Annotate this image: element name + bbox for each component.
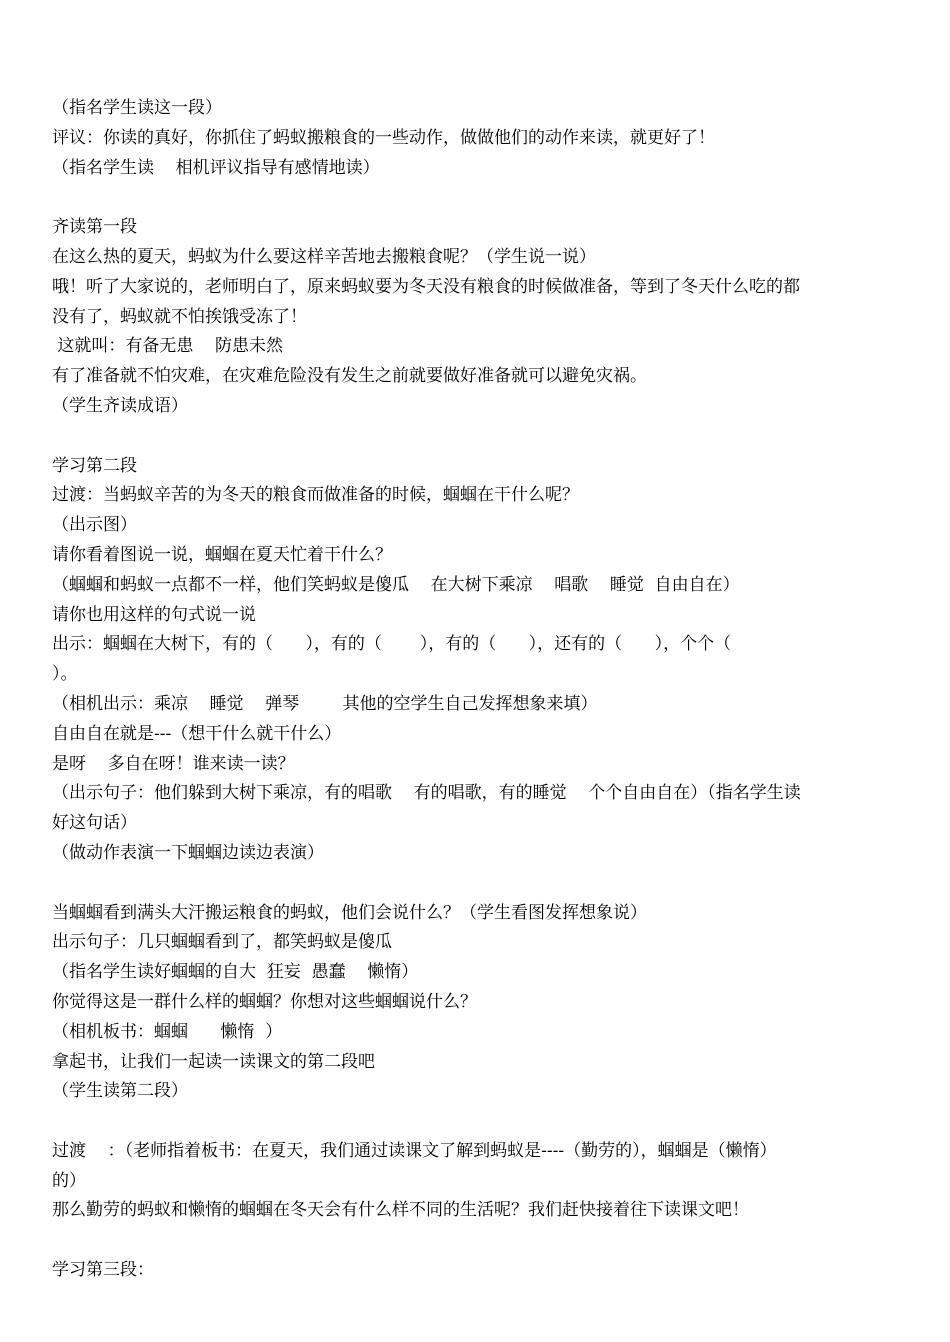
text-line: （指名学生读 相机评议指导有感情地读） <box>52 157 380 178</box>
text-line: （学生读第二段） <box>52 1081 188 1102</box>
section-heading: 学习第三段： <box>52 1260 154 1281</box>
text-line: （指名学生读好蝈蝈的自大 狂妄 愚蠢 懒惰） <box>52 962 419 983</box>
text-line: （相机出示：乘凉 睡觉 弹琴 其他的空学生自己发挥想象来填） <box>52 693 598 714</box>
text-line: （出示句子：他们躲到大树下乘凉，有的唱歌 有的唱歌，有的睡觉 个个自由自在）（指名学生读 <box>52 783 801 804</box>
text-line: 那么勤劳的蚂蚁和懒惰的蝈蝈在冬天会有什么样不同的生活呢？我们赶快接着往下读课文吧！ <box>52 1200 749 1221</box>
text-line: （蝈蝈和蚂蚁一点都不一样，他们笑蚂蚁是傻瓜 在大树下乘凉 唱歌 睡觉 自由自在） <box>52 574 740 595</box>
text-line: 这就叫：有备无患 防患未然 <box>52 336 284 357</box>
text-line: 请你看着图说一说，蝈蝈在夏天忙着干什么？ <box>52 544 392 565</box>
blank-line <box>52 869 900 899</box>
text-line: 出示：蝈蝈在大树下，有的（ ），有的（ ），有的（ ），还有的（ ），个个（ <box>52 634 732 655</box>
text-line: 好这句话） <box>52 813 137 834</box>
text-line: 自由自在就是---（想干什么就干什么） <box>52 723 342 744</box>
document-page <box>52 94 900 1286</box>
blank-line <box>52 1226 900 1256</box>
text-line: 评议：你读的真好，你抓住了蚂蚁搬粮食的一些动作，做做他们的动作来读，就更好了！ <box>52 127 715 148</box>
text-line: 是呀 多自在呀！谁来读一读？ <box>52 753 295 774</box>
section-heading: 学习第二段 <box>52 455 137 476</box>
text-line: 当蝈蝈看到满头大汗搬运粮食的蚂蚁，他们会说什么？（学生看图发挥想象说） <box>52 902 647 923</box>
text-line: （相机板书：蝈蝈 懒惰 ） <box>52 1021 283 1042</box>
text-line: （学生齐读成语） <box>52 395 188 416</box>
text-line: 的） <box>52 1170 86 1191</box>
text-line: （指名学生读这一段） <box>52 98 222 118</box>
text-line: 哦！听了大家说的，老师明白了，原来蚂蚁要为冬天没有粮食的时候做准备，等到了冬天什么吃的都 <box>52 276 800 297</box>
text-line: （出示图） <box>52 515 137 536</box>
text-line: 有了准备就不怕灾难，在灾难危险没有发生之前就要做好准备就可以避免灾祸。 <box>52 366 647 387</box>
text-line: 出示句子：几只蝈蝈看到了，都笑蚂蚁是傻瓜 <box>52 932 392 953</box>
text-line: （做动作表演一下蝈蝈边读边表演） <box>52 842 324 863</box>
text-line: 过渡 ：（老师指着板书：在夏天，我们通过读课文了解到蚂蚁是----（勤劳的），蝈蝈是（懒惰） <box>52 1140 777 1161</box>
section-heading: 齐读第一段 <box>52 217 137 238</box>
text-line: 你觉得这是一群什么样的蝈蝈？你想对这些蝈蝈说什么？ <box>52 991 477 1012</box>
blank-line <box>52 1107 900 1137</box>
text-line: 请你也用这样的句式说一说 <box>52 604 256 625</box>
blank-line <box>52 183 900 213</box>
blank-line <box>52 422 900 452</box>
text-line: 过渡：当蚂蚁辛苦的为冬天的粮食而做准备的时候，蝈蝈在干什么呢？ <box>52 485 579 506</box>
text-line: ）。 <box>52 664 78 685</box>
text-line: 拿起书，让我们一起读一读课文的第二段吧 <box>52 1051 375 1072</box>
text-line: 在这么热的夏天，蚂蚁为什么要这样辛苦地去搬粮食呢？（学生说一说） <box>52 246 596 267</box>
text-line: 没有了，蚂蚁就不怕挨饿受冻了！ <box>52 306 307 327</box>
